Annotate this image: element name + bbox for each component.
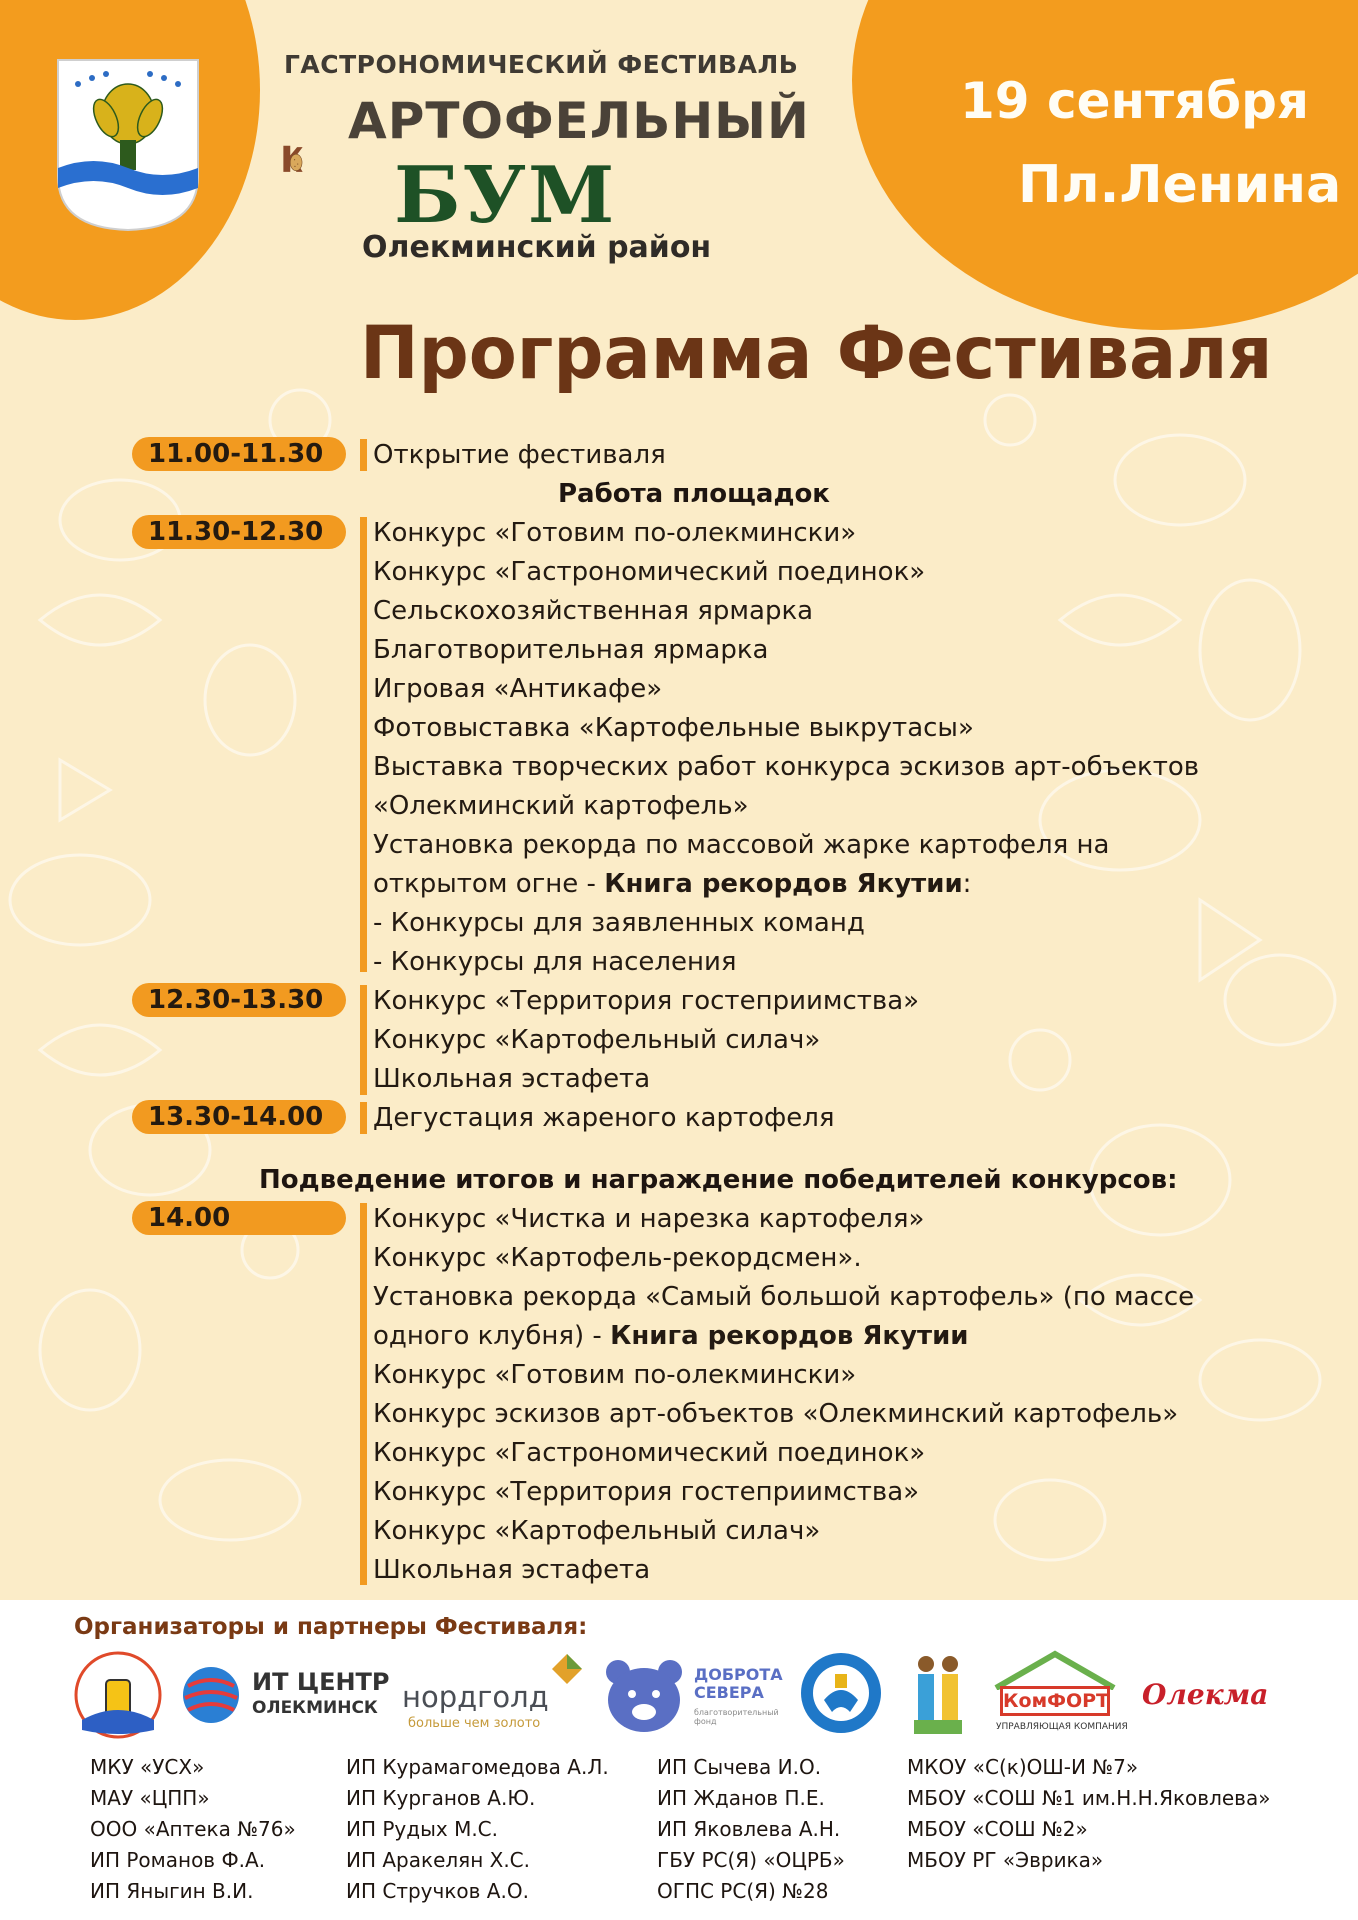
program-item: Конкурс «Территория гостеприимства» xyxy=(373,986,920,1016)
program-item-record xyxy=(373,1317,969,1356)
organizer-name: ИП Яковлева А.Н. xyxy=(657,1817,841,1841)
program-item: Выставка творческих работ конкурса эскизов арт-объектов xyxy=(373,752,1200,782)
program-item: Установка рекорда по массовой жарке картофеля на xyxy=(373,830,1110,860)
time-badge: 12.30-13.30 xyxy=(132,983,346,1017)
program-item: Конкурс «Картофельный силач» xyxy=(373,1025,821,1055)
time-badge: 11.30-12.30 xyxy=(132,515,346,549)
block-bar xyxy=(360,1203,367,1585)
time-badge: 11.00-11.30 xyxy=(132,437,346,471)
program-item: - Конкурсы для населения xyxy=(373,947,737,977)
organizers-column-2 xyxy=(346,1752,609,1907)
festival-title-line2: БУМ xyxy=(394,150,617,241)
organizer-name: ИП Рудых М.С. xyxy=(346,1817,499,1841)
program-item: Установка рекорда «Самый большой картофель» (по массе xyxy=(373,1282,1195,1312)
organizer-name: МКУ «УСХ» xyxy=(90,1755,205,1779)
bear-icon xyxy=(604,1658,684,1734)
organizer-name: ИП Аракелян Х.С. xyxy=(346,1848,531,1872)
globe-icon xyxy=(180,1664,242,1726)
program-heading: Программа Фестиваля xyxy=(360,309,1273,397)
program-item: Школьная эстафета xyxy=(373,1555,651,1585)
nordgold-name: нордголд xyxy=(402,1680,549,1714)
dobrota-severa-logo xyxy=(604,1650,784,1740)
festival-region: Олекминский район xyxy=(362,230,712,265)
program-item: Конкурс «Готовим по-олекмински» xyxy=(373,1360,857,1390)
house-roof-icon xyxy=(990,1650,1120,1690)
program-item: Дегустация жареного картофеля xyxy=(373,1103,835,1133)
organizer-name: МБОУ РГ «Эврика» xyxy=(907,1848,1104,1872)
program-item: Благотворительная ярмарка xyxy=(373,635,769,665)
organizer-name: ИП Жданов П.Е. xyxy=(657,1786,825,1810)
time-badge: 14.00 xyxy=(132,1201,346,1235)
program-item-text: одного клубня) - xyxy=(373,1321,611,1351)
time-badge: 13.30-14.00 xyxy=(132,1100,346,1134)
olekma-name: Олекма xyxy=(1142,1678,1269,1711)
organizer-name: ИП Яныгин В.И. xyxy=(90,1879,254,1903)
program-item: Конкурс эскизов арт-объектов «Олекминский картофель» xyxy=(373,1399,1179,1429)
program-item: Фотовыставка «Картофельные выкрутасы» xyxy=(373,713,974,743)
coat-of-arms-emblem xyxy=(54,56,202,232)
program-item: Конкурс «Картофель-рекордсмен». xyxy=(373,1243,862,1273)
block-bar xyxy=(360,439,367,471)
organizer-name: ООО «Аптека №76» xyxy=(90,1817,296,1841)
event-date: 19 сентября xyxy=(960,72,1309,130)
it-center-sub: ОЛЕКМИНСК xyxy=(252,1698,378,1718)
block-bar xyxy=(360,1102,367,1134)
program-item: Открытие фестиваля xyxy=(373,440,666,470)
event-place: Пл.Ленина xyxy=(1018,155,1342,215)
program-item-text: открытом огне - xyxy=(373,869,605,899)
organizer-name: ИП Сычева И.О. xyxy=(657,1755,822,1779)
nordgold-logo xyxy=(400,1650,590,1740)
partners-title: Организаторы и партнеры Фестиваля: xyxy=(74,1614,588,1640)
program-item: Конкурс «Готовим по-олекмински» xyxy=(373,518,857,548)
program-item: Конкурс «Картофельный силач» xyxy=(373,1516,821,1546)
organizers-column-1 xyxy=(90,1752,296,1907)
organizer-name: ИП Романов Ф.А. xyxy=(90,1848,266,1872)
organizer-name: ГБУ РС(Я) «ОЦРБ» xyxy=(657,1848,845,1872)
organizers-column-4 xyxy=(907,1752,1270,1876)
comfort-name: КомФОРТ xyxy=(1000,1686,1110,1716)
program-item: Конкурс «Чистка и нарезка картофеля» xyxy=(373,1204,925,1234)
program-item: Конкурс «Территория гостеприимства» xyxy=(373,1477,920,1507)
figures-icon xyxy=(908,1650,968,1740)
nordgold-sub: больше чем золото xyxy=(408,1716,541,1731)
program-item: Конкурс «Гастрономический поединок» xyxy=(373,1438,926,1468)
festival-title-line1: АРТОФЕЛЬНЫЙ xyxy=(348,92,810,150)
organizer-name: ОГПС РС(Я) №28 xyxy=(657,1879,829,1903)
organizer-name: МАУ «ЦПП» xyxy=(90,1786,210,1810)
organizer-name: МКОУ «С(к)ОШ-И №7» xyxy=(907,1755,1139,1779)
diamond-icon xyxy=(550,1652,584,1686)
section-heading: Работа площадок xyxy=(558,479,830,509)
blue-round-logo xyxy=(798,1650,884,1740)
section-heading: Подведение итогов и награждение победителей конкурсов: xyxy=(259,1165,1178,1195)
organizer-name: МБОУ «СОШ №2» xyxy=(907,1817,1088,1841)
it-center-name: ИТ ЦЕНТР xyxy=(252,1668,390,1696)
olekma-logo xyxy=(1142,1650,1292,1740)
festival-kicker: ГАСТРОНОМИЧЕСКИЙ ФЕСТИВАЛЬ xyxy=(284,50,799,79)
record-book-label: Книга рекордов Якутии xyxy=(604,869,963,899)
organizers-column-3 xyxy=(657,1752,845,1907)
organizer-name: ИП Стручков А.О. xyxy=(346,1879,529,1903)
it-center-logo xyxy=(180,1650,390,1740)
program-item: - Конкурсы для заявленных команд xyxy=(373,908,865,938)
figures-logo xyxy=(908,1650,968,1740)
club-logo-icon xyxy=(72,1650,164,1740)
club-logo xyxy=(72,1650,164,1740)
comfort-sub: УПРАВЛЯЮЩАЯ КОМПАНИЯ xyxy=(996,1722,1128,1732)
program-item: Конкурс «Гастрономический поединок» xyxy=(373,557,926,587)
record-tail: : xyxy=(962,869,972,899)
program-item: «Олекминский картофель» xyxy=(373,791,749,821)
organizer-name: ИП Курганов А.Ю. xyxy=(346,1786,536,1810)
program-item: Сельскохозяйственная ярмарка xyxy=(373,596,814,626)
dobrota-sub: благотворительный фонд xyxy=(694,1708,779,1726)
record-book-label: Книга рекордов Якутии xyxy=(610,1321,969,1351)
dobrota-name: ДОБРОТА СЕВЕРА xyxy=(694,1665,783,1702)
organizer-name: МБОУ «СОШ №1 им.Н.Н.Яковлева» xyxy=(907,1786,1271,1810)
organizer-name: ИП Курамагомедова А.Л. xyxy=(346,1755,609,1779)
program-item-record xyxy=(373,865,971,904)
blue-round-icon xyxy=(798,1650,884,1736)
block-bar xyxy=(360,985,367,1095)
block-bar xyxy=(360,517,367,972)
program-item: Игровая «Антикафе» xyxy=(373,674,663,704)
comfort-logo xyxy=(990,1650,1128,1740)
program-item: Школьная эстафета xyxy=(373,1064,651,1094)
